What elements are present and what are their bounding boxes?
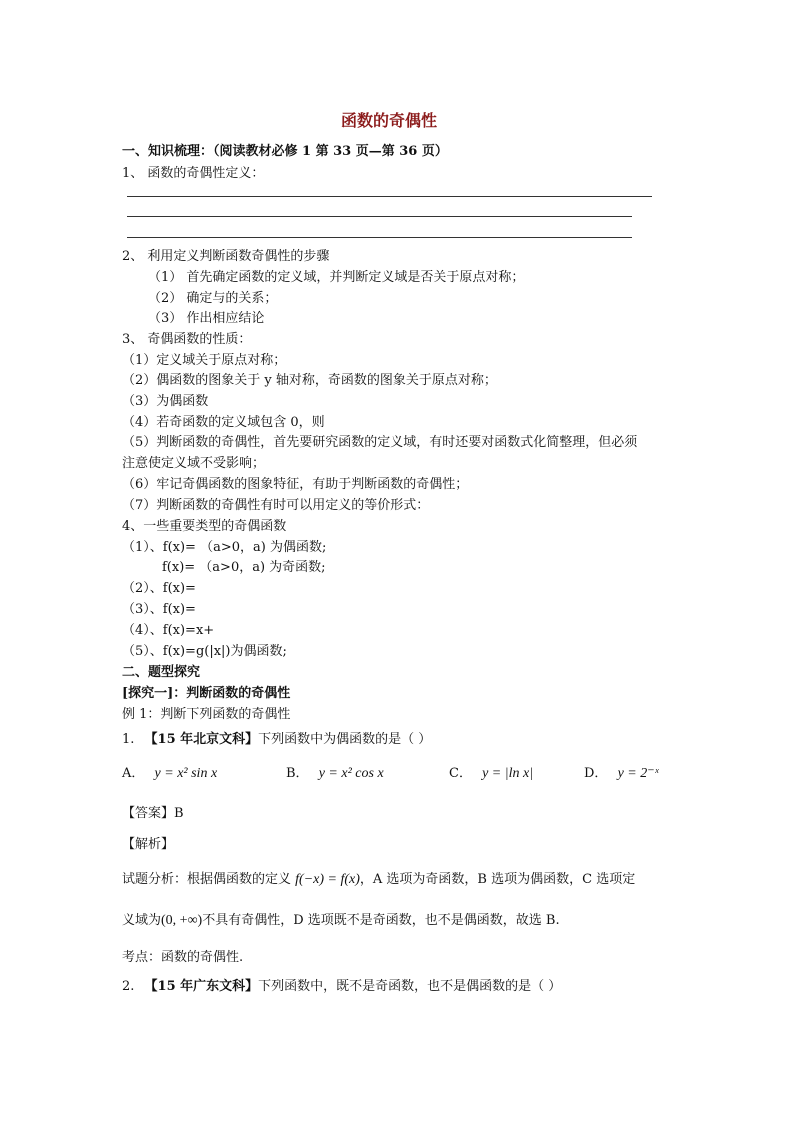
option-d-label: D． bbox=[584, 766, 608, 781]
item3-properties-heading: 3、 奇偶函数的性质： bbox=[122, 332, 252, 347]
analysis-line-1 bbox=[122, 868, 635, 888]
option-c-expr: y = |ln x| bbox=[482, 766, 534, 781]
answer: 【答案】B bbox=[122, 806, 184, 821]
domain-interval: (0, +∞) bbox=[161, 913, 203, 928]
type-1b: f(x)= （a>0，a) 为奇函数; bbox=[162, 560, 326, 575]
step-2: （2） 确定与的关系； bbox=[148, 291, 278, 306]
analysis-text-1b: ，A 选项为奇函数，B 选项为偶函数，C 选项定 bbox=[359, 872, 636, 887]
type-3: （3）、f(x)= bbox=[122, 602, 196, 617]
property-5-cont: 注意使定义域不受影响； bbox=[122, 456, 266, 471]
option-d bbox=[584, 762, 659, 782]
option-b bbox=[286, 762, 384, 782]
page-title: 函数的奇偶性 bbox=[341, 111, 438, 130]
property-1: （1）定义域关于原点对称； bbox=[122, 353, 287, 368]
blank-line-1 bbox=[127, 196, 652, 197]
property-3: （3）为偶函数 bbox=[122, 394, 209, 409]
option-a bbox=[122, 762, 217, 782]
option-c bbox=[449, 762, 533, 782]
question-1 bbox=[122, 728, 431, 747]
analysis-text-2b: 不具有奇偶性，D 选项既不是奇函数，也不是偶函数，故选 B. bbox=[202, 913, 560, 928]
example-1-label: 例 1：判断下列函数的奇偶性 bbox=[122, 707, 291, 722]
knowledge-point: 考点：函数的奇偶性. bbox=[122, 950, 244, 965]
property-4: （4）若奇函数的定义域包含 0，则 bbox=[122, 415, 325, 430]
type-4: （4）、f(x)=x+ bbox=[122, 623, 215, 638]
option-d-expr: y = 2⁻ˣ bbox=[617, 766, 659, 781]
type-2: （2）、f(x)= bbox=[122, 581, 196, 596]
question-1-source: 【15 年北京文科】 bbox=[144, 732, 259, 747]
section2-heading: 二、题型探究 bbox=[122, 665, 201, 680]
item4-types-heading: 4、一些重要类型的奇偶函数 bbox=[122, 519, 287, 534]
property-7: （7）判断函数的奇偶性有时可以用定义的等价形式： bbox=[122, 498, 430, 513]
question-2-text: 下列函数中，既不是奇函数，也不是偶函数的是（ ） bbox=[258, 979, 562, 994]
blank-line-2 bbox=[127, 216, 632, 217]
blank-line-3 bbox=[127, 237, 632, 238]
option-b-label: B． bbox=[286, 766, 309, 781]
question-2 bbox=[122, 975, 561, 994]
item2-steps-heading: 2、 利用定义判断函数奇偶性的步骤 bbox=[122, 249, 330, 264]
question-2-source: 【15 年广东文科】 bbox=[144, 979, 259, 994]
section1-heading: 一、知识梳理：（阅读教材必修 1 第 33 页—第 36 页） bbox=[122, 144, 448, 159]
option-a-expr: y = x² sin x bbox=[154, 766, 218, 781]
item1-definition: 1、 函数的奇偶性定义： bbox=[122, 166, 265, 181]
question-1-text: 下列函数中为偶函数的是（ ） bbox=[258, 732, 432, 747]
question-2-number: 2. bbox=[122, 979, 135, 994]
step-1: （1） 首先确定函数的定义域，并判断定义域是否关于原点对称； bbox=[148, 270, 525, 285]
property-5: （5）判断函数的奇偶性，首先要研究函数的定义域，有时还要对函数式化简整理，但必须 bbox=[122, 435, 638, 450]
step-3: （3） 作出相应结论 bbox=[148, 311, 265, 326]
explore-1-heading: [探究一]：判断函数的奇偶性 bbox=[122, 686, 291, 701]
analysis-label: 【解析】 bbox=[122, 837, 175, 852]
analysis-line-2 bbox=[122, 909, 560, 929]
type-5: （5）、f(x)=g(|x|)为偶函数; bbox=[122, 644, 287, 659]
even-definition-formula: f(−x) = f(x) bbox=[295, 872, 360, 887]
type-1: （1）、f(x)= （a>0，a) 为偶函数; bbox=[122, 540, 327, 555]
option-c-label: C． bbox=[449, 766, 472, 781]
property-6: （6）牢记奇偶函数的图象特征，有助于判断函数的奇偶性； bbox=[122, 477, 469, 492]
option-b-expr: y = x² cos x bbox=[318, 766, 384, 781]
analysis-text-2a: 义域为 bbox=[122, 913, 162, 928]
analysis-text-1a: 试题分析：根据偶函数的定义 bbox=[122, 872, 292, 887]
question-1-number: 1. bbox=[122, 732, 135, 747]
property-2: （2）偶函数的图象关于 y 轴对称，奇函数的图象关于原点对称； bbox=[122, 373, 497, 388]
option-a-label: A． bbox=[122, 766, 145, 781]
